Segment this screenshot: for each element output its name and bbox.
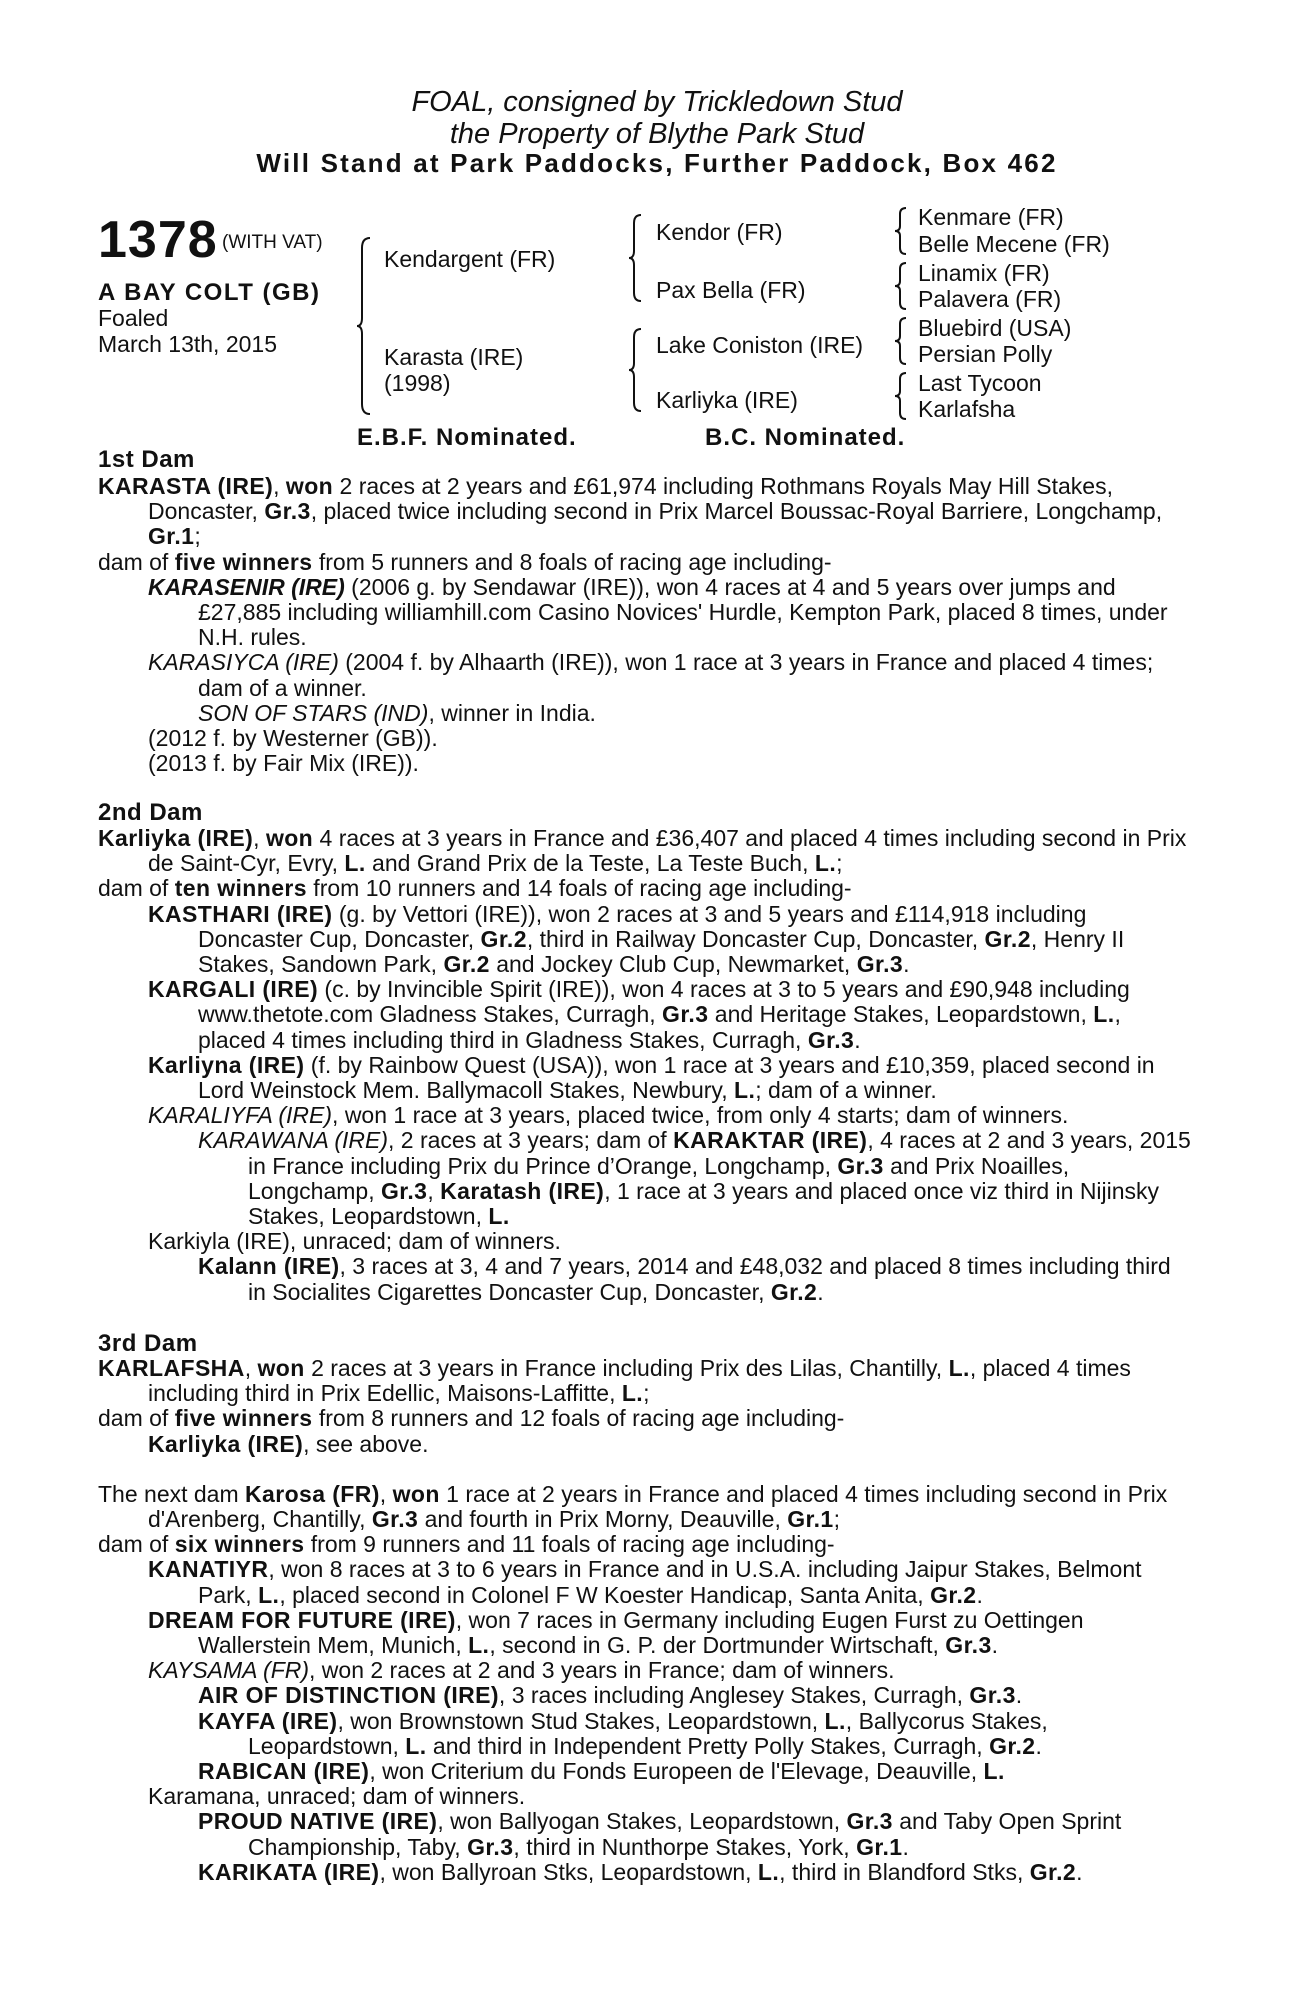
pedigree-dam-sire: Lake Coniston (IRE) — [656, 332, 864, 358]
list-item: PROUD NATIVE (IRE), won Ballyogan Stakes, Leopardstown, Gr.3 and Taby Open Sprint Championship, Taby, Gr.3, third in Nunthorpe Stakes, York, Gr.1. — [198, 1808, 1122, 1860]
list-item: KASTHARI (IRE) (g. by Vettori (IRE)), won 2 races at 3 and 5 years and £114,918 including Doncaster Cup, Doncaster, Gr.2, third in Railway Doncaster Cup, Doncaster, Gr.2, Henry II Stakes, Sandown Park, Gr.2 and Jockey Club Cup, Newmarket, Gr.3. — [148, 900, 1125, 978]
list-item: KAYFA (IRE), won Brownstown Stud Stakes, Leopardstown, L., Ballycorus Stakes, Leopardstown, L. and third in Independent Pretty Polly Stakes, Curragh, Gr.2. — [198, 1707, 1048, 1759]
list-item: Karamana, unraced; dam of winners. — [148, 1783, 526, 1810]
list-item: Kalann (IRE), 3 races at 3, 4 and 7 years, 2014 and £48,032 and placed 8 times including third in Socialites Cigarettes Doncaster Cup, Doncaster, Gr.2. — [198, 1253, 1171, 1305]
pedigree-dam-dam: Karliyka (IRE) — [656, 387, 798, 413]
list-item: KARASIYCA (IRE) (2004 f. by Alhaarth (IRE)), won 1 race at 3 years in France and placed 4 times; dam of a winner. — [148, 649, 1154, 701]
list-item: (2012 f. by Westerner (GB)). — [148, 725, 438, 752]
next-dam-produce-summary: dam of six winners from 9 runners and 11 foals of racing age including- — [98, 1531, 835, 1558]
second-dam-title: 2nd Dam — [98, 799, 203, 826]
third-dam-title: 3rd Dam — [98, 1330, 198, 1357]
first-dam-section — [98, 474, 1194, 776]
list-item: DREAM FOR FUTURE (IRE), won 7 races in Germany including Eugen Furst zu Oettingen Wallerstein Mem, Munich, L., second in G. P. der Dortmunder Wirtschaft, Gr.3. — [148, 1606, 1084, 1659]
list-item: SON OF STARS (IND), winner in India. — [198, 699, 596, 726]
bc-nomination: B.C. Nominated. — [705, 424, 906, 451]
first-dam-record: KARASTA (IRE), won 2 races at 2 years and £61,974 including Rothmans Royals May Hill Stakes, Doncaster, Gr.3, placed twice including second in Prix Marcel Boussac-Royal Barriere, Longchamp, Gr.1; — [98, 473, 1163, 550]
pedigree-g3-8: Karlafsha — [918, 396, 1016, 422]
next-dam-record: The next dam Karosa (FR), won 1 race at 2 years in France and placed 4 times including second in Prix d'Arenberg, Chantilly, Gr.3 and fourth in Prix Morny, Deauville, Gr.1; — [98, 1480, 1168, 1533]
second-dam-section — [98, 826, 1194, 1305]
third-dam-section — [98, 1356, 1194, 1885]
pedigree-brace-main — [356, 236, 376, 416]
list-item: KARALIYFA (IRE), won 1 race at 3 years, placed twice, from only 4 starts; dam of winners. — [148, 1102, 1069, 1129]
list-item: Karliyna (IRE) (f. by Rainbow Quest (USA)), won 1 race at 3 years and £10,359, placed second in Lord Weinstock Mem. Ballymacoll Stakes, Newbury, L.; dam of a winner. — [148, 1051, 1155, 1104]
pedigree-g3-3: Linamix (FR) — [918, 260, 1050, 286]
pedigree-g3-7: Last Tycoon — [918, 370, 1042, 396]
first-dam-produce-summary: dam of five winners from 5 runners and 8 foals of racing age including- — [98, 548, 832, 575]
pedigree-brace-dam — [628, 327, 646, 413]
ebf-nomination: E.B.F. Nominated. — [357, 424, 577, 451]
pedigree-g3-5: Bluebird (USA) — [918, 315, 1072, 341]
first-dam-title: 1st Dam — [98, 446, 195, 473]
pedigree-brace-g4 — [894, 371, 910, 421]
list-item: Karliyka (IRE), see above. — [148, 1430, 429, 1457]
pedigree-g3-4: Palavera (FR) — [918, 286, 1062, 312]
pedigree-brace-g3 — [894, 316, 910, 366]
pedigree-sire-sire: Kendor (FR) — [656, 219, 783, 245]
foaled-date: March 13th, 2015 — [98, 331, 278, 357]
consignor-line: FOAL, consigned by Trickledown Stud — [411, 86, 903, 118]
list-item: KARASENIR (IRE) (2006 g. by Sendawar (IRE)), won 4 races at 4 and 5 years over jumps and £27,885 including williamhill.com Casino Novices' Hurdle, Kempton Park, placed 8 times, under N.H. rules. — [148, 573, 1168, 651]
pedigree-brace-g1 — [894, 206, 910, 256]
pedigree-brace-g2 — [894, 261, 910, 311]
lot-number: 1378 — [98, 211, 218, 269]
third-dam-record: KARLAFSHA, won 2 races at 3 years in France including Prix des Lilas, Chantilly, L., placed 4 times including third in Prix Edellic, Maisons-Laffitte, L.; — [98, 1355, 1131, 1407]
foaled-label: Foaled — [98, 305, 169, 331]
list-item: KARIKATA (IRE), won Ballyroan Stks, Leopardstown, L., third in Blandford Stks, Gr.2. — [198, 1858, 1083, 1885]
list-item: KARGALI (IRE) (c. by Invincible Spirit (IRE)), won 4 races at 3 to 5 years and £90,948 including www.thetote.com Gladness Stakes, Curragh, Gr.3 and Heritage Stakes, Leopardstown, L., placed 4 times including third in Gladness Stakes, Curragh, Gr.3. — [148, 976, 1130, 1053]
pedigree-g3-1: Kenmare (FR) — [918, 204, 1064, 230]
pedigree-g3-6: Persian Polly — [918, 341, 1053, 367]
property-line: the Property of Blythe Park Stud — [449, 118, 865, 150]
pedigree-sire-dam: Pax Bella (FR) — [656, 277, 806, 303]
list-item: KARAWANA (IRE), 2 races at 3 years; dam of KARAKTAR (IRE), 4 races at 2 and 3 years, 2015 in France including Prix du Prince d’Orange, Longchamp, Gr.3 and Prix Noailles, Longchamp, Gr.3, Karatash (IRE), 1 race at 3 years and placed once viz third in Nijinsky Stakes, Leopardstown, L. — [198, 1127, 1191, 1230]
pedigree-dam: Karasta (IRE) — [384, 344, 524, 370]
third-dam-produce-summary: dam of five winners from 8 runners and 12 foals of racing age including- — [98, 1405, 845, 1432]
horse-description: A BAY COLT (GB) — [98, 279, 321, 306]
list-item: (2013 f. by Fair Mix (IRE)). — [148, 750, 419, 777]
pedigree-dam-year: (1998) — [384, 370, 451, 396]
pedigree-sire: Kendargent (FR) — [384, 246, 556, 272]
list-item: KANATIYR, won 8 races at 3 to 6 years in France and in U.S.A. including Jaipur Stakes, Belmont Park, L., placed second in Colonel F W Koester Handicap, Santa Anita, Gr.2. — [148, 1556, 1142, 1608]
pedigree-g3-2: Belle Mecene (FR) — [918, 231, 1110, 257]
list-item: RABICAN (IRE), won Criterium du Fonds Europeen de l'Elevage, Deauville, L. — [198, 1758, 1005, 1785]
list-item: AIR OF DISTINCTION (IRE), 3 races including Anglesey Stakes, Curragh, Gr.3. — [198, 1682, 1023, 1709]
pedigree-brace-sire — [628, 213, 646, 303]
second-dam-record: Karliyka (IRE), won 4 races at 3 years in France and £36,407 and placed 4 times including second in Prix de Saint-Cyr, Evry, L. and Grand Prix de la Teste, La Teste Buch, L.; — [98, 825, 1187, 877]
second-dam-produce-summary: dam of ten winners from 10 runners and 14 foals of racing age including- — [98, 875, 852, 902]
vat-label: (WITH VAT) — [222, 232, 323, 253]
list-item: KAYSAMA (FR), won 2 races at 2 and 3 years in France; dam of winners. — [148, 1657, 895, 1684]
list-item: Karkiyla (IRE), unraced; dam of winners. — [148, 1228, 561, 1255]
stand-location: Will Stand at Park Paddocks, Further Paddock, Box 462 — [256, 148, 1058, 178]
